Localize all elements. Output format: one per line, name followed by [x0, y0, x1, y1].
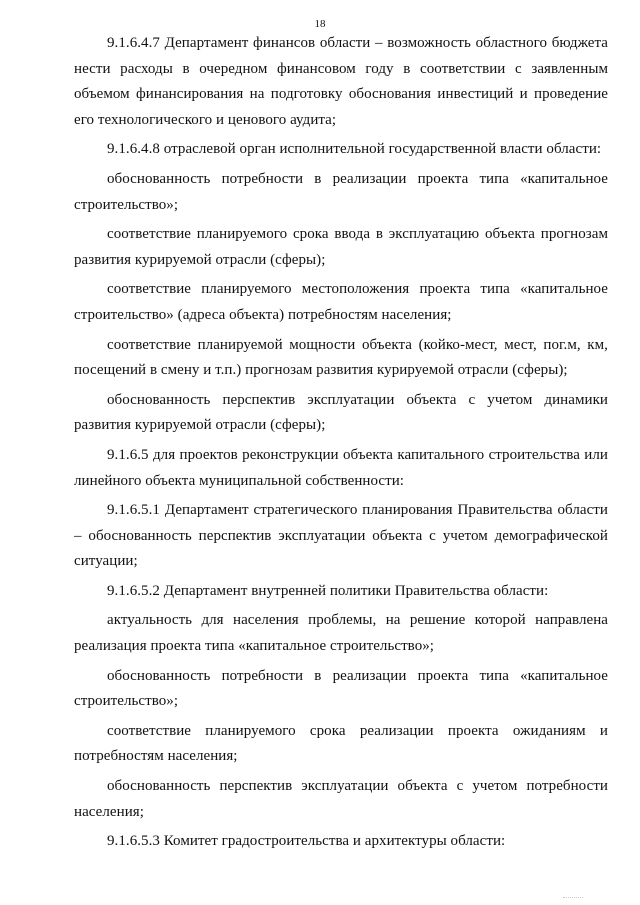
- scan-corner-mark: [618, 0, 632, 3]
- paragraph-9-1-6-4-8: 9.1.6.4.8 отраслевой орган исполнительной государственной власти области:: [107, 141, 602, 158]
- list-item-need-justification-2: обоснованность потребности в реализации проекта типа «капитальное строительство»;: [74, 667, 608, 710]
- paragraph-9-1-6-5-2: 9.1.6.5.2 Департамент внутренней политики Правительства области:: [107, 582, 549, 599]
- paragraph-9-1-6-5-1: 9.1.6.5.1 Департамент стратегического планирования Правительства области – обоснованность перспектив эксплуатации объекта с учетом демографической ситуации;: [74, 502, 608, 570]
- document-body: [74, 31, 608, 859]
- paragraph-9-1-6-4-7: 9.1.6.4.7 Департамент финансов области – возможность областного бюджета нести расходы в очередном финансовом году в соответствии с заявленным объемом финансирования на подготовку обоснования инвестиций и проведение его технологического и ценового аудита;: [74, 35, 608, 128]
- list-item-operation-prospects-2: обоснованность перспектив эксплуатации объекта с учетом потребности населения;: [74, 778, 608, 820]
- paragraph-9-1-6-5: 9.1.6.5 для проектов реконструкции объекта капитального строительства или линейного объекта муниципальной собственности:: [74, 446, 608, 489]
- paragraph-9-1-6-5-3: 9.1.6.5.3 Комитет градостроительства и архитектуры области:: [107, 833, 506, 850]
- list-item-need-justification: обоснованность потребности в реализации проекта типа «капитальное строительство»;: [74, 170, 608, 213]
- list-item-implementation-term: соответствие планируемого срока реализации проекта ожиданиям и потребностям населения;: [74, 722, 608, 765]
- list-item-commissioning-term: соответствие планируемого срока ввода в эксплуатацию объекта прогнозам развития курируемой отрасли (сферы);: [74, 226, 608, 268]
- list-item-location-match: соответствие планируемого местоположения проекта типа «капитальное строительство» (адреса объекта) потребностям населения;: [74, 281, 608, 323]
- scan-bottom-mark: [563, 897, 583, 901]
- list-item-capacity-match: соответствие планируемой мощности объекта (койко-мест, мест, пог.м, км, посещений в смену и т.п.) прогнозам развития курируемой отрасли (сферы);: [74, 336, 608, 379]
- page-number: 18: [314, 18, 326, 30]
- list-item-problem-relevance: актуальность для населения проблемы, на решение которой направлена реализация проекта типа «капитальное строительство»;: [74, 612, 608, 655]
- list-item-operation-prospects: обоснованность перспектив эксплуатации объекта с учетом динамики развития курируемой отрасли (сферы);: [74, 391, 608, 434]
